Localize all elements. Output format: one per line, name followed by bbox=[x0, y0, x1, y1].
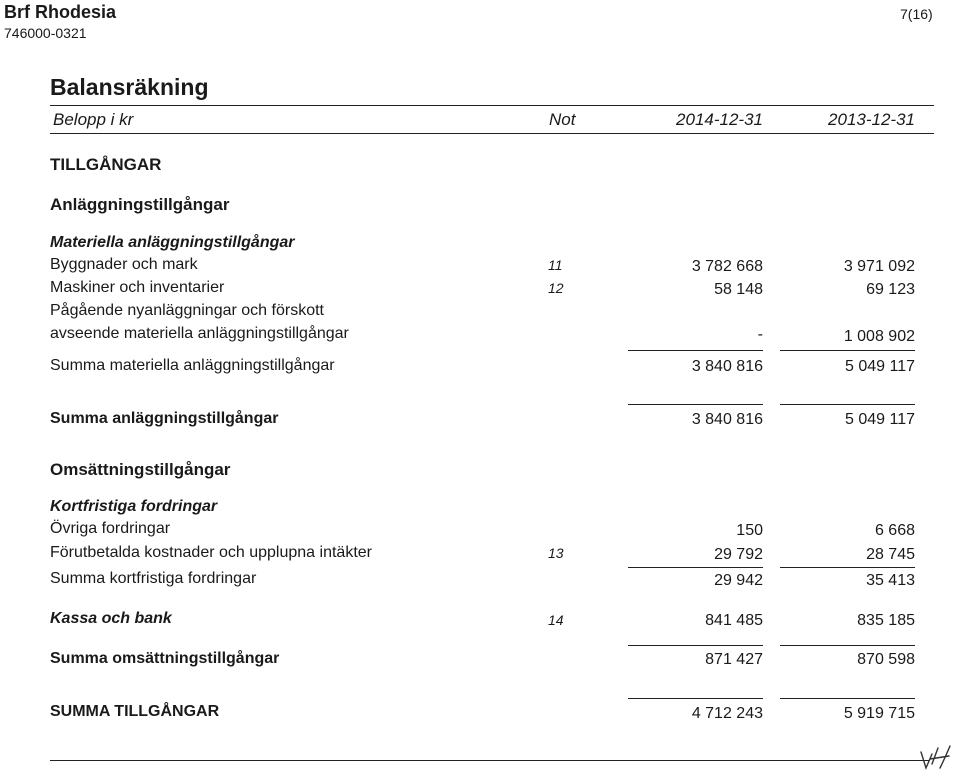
sum-current-assets-2013: 870 598 bbox=[857, 651, 915, 668]
row-value-2014-other-receivables: 150 bbox=[736, 522, 763, 539]
cash-and-bank-2013: 835 185 bbox=[857, 612, 915, 629]
sum-tangible-label: Summa materiella anläggningstillgångar bbox=[50, 357, 335, 374]
row-value-2014-buildings: 3 782 668 bbox=[691, 258, 763, 275]
row-value-2013-other-receivables: 6 668 bbox=[874, 522, 915, 539]
row-value-2014-prepaid-expenses: 29 792 bbox=[714, 546, 763, 563]
receivables-rule-2013 bbox=[780, 567, 915, 568]
page-number: 7(16) bbox=[900, 6, 933, 22]
receivables-heading: Kortfristiga fordringar bbox=[50, 498, 218, 515]
row-value-2013-buildings: 3 971 092 bbox=[843, 258, 915, 275]
sum-current-assets-label: Summa omsättningstillgångar bbox=[50, 650, 280, 667]
sum-current-assets-2014: 871 427 bbox=[705, 651, 763, 668]
sum-current-rule-2014 bbox=[628, 645, 763, 646]
subtotal-rule-2014 bbox=[628, 350, 763, 351]
sum-receivables-2013: 35 413 bbox=[866, 572, 915, 589]
total-assets-label: SUMMA TILLGÅNGAR bbox=[50, 703, 220, 720]
handwritten-initials-icon bbox=[918, 742, 952, 772]
tangible-assets-heading: Materiella anläggningstillgångar bbox=[50, 234, 295, 251]
current-assets-heading: Omsättningstillgångar bbox=[50, 460, 231, 479]
row-value-2014-construction: - bbox=[757, 326, 763, 343]
section-assets-heading: TILLGÅNGAR bbox=[50, 155, 162, 174]
sum-receivables-2014: 29 942 bbox=[714, 572, 763, 589]
header-rule bbox=[50, 133, 934, 134]
cash-and-bank-label: Kassa och bank bbox=[50, 610, 172, 627]
cash-and-bank-note: 14 bbox=[548, 612, 564, 628]
sum-tangible-2013: 5 049 117 bbox=[845, 358, 915, 375]
total-rule-2013 bbox=[780, 698, 915, 699]
sum-fixed-rule-2013 bbox=[780, 404, 915, 405]
row-value-2013-construction: 1 008 902 bbox=[843, 328, 915, 345]
row-label-buildings: Byggnader och mark bbox=[50, 256, 198, 273]
row-note-buildings: 11 bbox=[548, 257, 563, 273]
sum-fixed-rule-2014 bbox=[628, 404, 763, 405]
row-label-construction-in-progress: Pågående nyanläggningar och förskott bbox=[50, 302, 324, 319]
row-value-2014-machinery: 58 148 bbox=[714, 281, 763, 298]
sum-fixed-assets-label: Summa anläggningstillgångar bbox=[50, 410, 279, 427]
sum-current-rule-2013 bbox=[780, 645, 915, 646]
receivables-rule-2014 bbox=[628, 567, 763, 568]
footer-rule bbox=[50, 760, 930, 761]
cash-and-bank-2014: 841 485 bbox=[705, 612, 763, 629]
subtotal-rule-2013 bbox=[780, 350, 915, 351]
sum-tangible-2014: 3 840 816 bbox=[691, 358, 763, 375]
organization-name: Brf Rhodesia bbox=[4, 2, 117, 22]
column-2013-header: 2013-12-31 bbox=[828, 110, 915, 129]
column-2014-header: 2014-12-31 bbox=[676, 110, 763, 129]
total-assets-2014: 4 712 243 bbox=[691, 705, 763, 722]
row-value-2013-prepaid-expenses: 28 745 bbox=[866, 546, 915, 563]
row-label-construction-in-progress-cont: avseende materiella anläggningstillgångar bbox=[50, 325, 349, 342]
sum-fixed-assets-2014: 3 840 816 bbox=[691, 411, 763, 428]
fixed-assets-heading: Anläggningstillgångar bbox=[50, 195, 230, 214]
title-rule bbox=[50, 105, 934, 106]
organization-number: 746000-0321 bbox=[4, 25, 87, 41]
total-rule-2014 bbox=[628, 698, 763, 699]
row-note-machinery: 12 bbox=[548, 280, 564, 296]
sum-fixed-assets-2013: 5 049 117 bbox=[845, 411, 915, 428]
page-title: Balansräkning bbox=[50, 74, 209, 100]
note-column-header: Not bbox=[549, 110, 576, 129]
row-value-2013-machinery: 69 123 bbox=[866, 281, 915, 298]
total-assets-2013: 5 919 715 bbox=[843, 705, 915, 722]
row-note-prepaid-expenses: 13 bbox=[548, 545, 564, 561]
row-label-machinery: Maskiner och inventarier bbox=[50, 279, 225, 296]
row-label-prepaid-expenses: Förutbetalda kostnader och upplupna intäkter bbox=[50, 544, 372, 561]
sum-receivables-label: Summa kortfristiga fordringar bbox=[50, 570, 257, 587]
row-label-other-receivables: Övriga fordringar bbox=[50, 520, 171, 537]
amounts-header: Belopp i kr bbox=[53, 110, 134, 129]
